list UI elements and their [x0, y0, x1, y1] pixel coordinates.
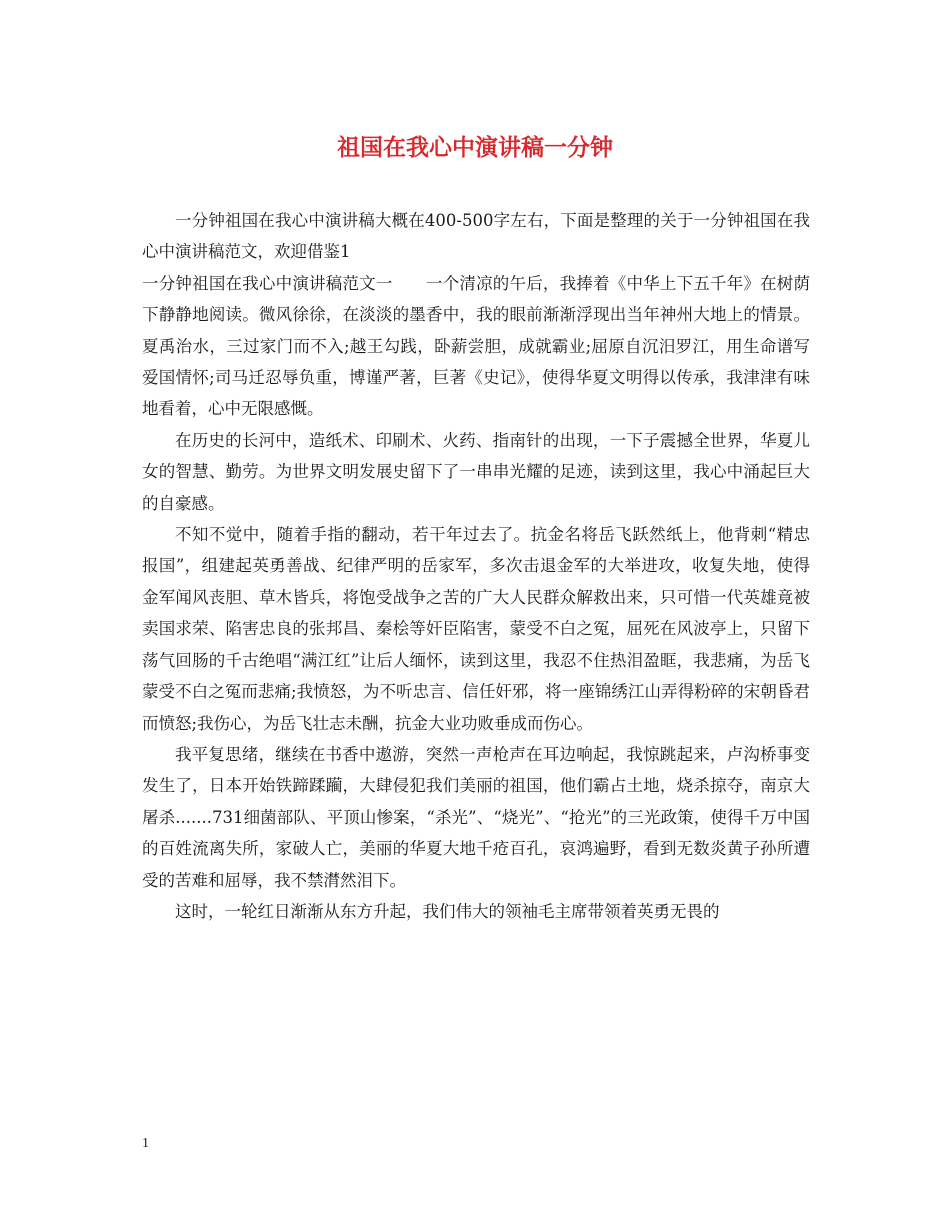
document-body: [142, 205, 810, 927]
paragraph-essay-opening: 一分钟祖国在我心中演讲稿范文一 一个清凉的午后，我捧着《中华上下五千年》在树荫下静静地阅读。微风徐徐，在淡淡的墨香中，我的眼前渐渐浮现出当年神州大地上的情景。夏禹治水，三过家门而不入;越王勾践，卧薪尝胆，成就霸业;屈原自沉汨罗江，用生命谱写爱国情怀;司马迁忍辱负重，博谨严著，巨著《史记》，使得华夏文明得以传承，我津津有味地看着，心中无限感慨。: [142, 273, 810, 419]
paragraph-yue-fei: 不知不觉中，随着手指的翻动，若干年过去了。抗金名将岳飞跃然纸上，他背刺“精忠报国”，组建起英勇善战、纪律严明的岳家军，多次击退金军的大举进攻，收复失地，使得金军闻风丧胆、草木皆兵，将饱受战争之苦的广大人民群众解救出来，只可惜一代英雄竟被卖国求荣、陷害忠良的张邦昌、秦桧等奸臣陷害，蒙受不白之冤，屈死在风波亭上，只留下荡气回肠的千古绝唱“满江红”让后人缅怀，读到这里，我忍不住热泪盈眶，我悲痛，为岳飞蒙受不白之冤而悲痛;我愤怒，为不听忠言、信任奸邪，将一座锦绣江山弄得粉碎的宋朝昏君而愤怒;我伤心，为岳飞壮志未酬，抗金大业功败垂成而伤心。: [142, 525, 810, 733]
paragraph-intro: 一分钟祖国在我心中演讲稿大概在400-500字左右，下面是整理的关于一分钟祖国在我心中演讲稿范文，欢迎借鉴1: [142, 211, 810, 262]
document-title: 祖国在我心中演讲稿一分钟: [337, 134, 613, 161]
paragraph-rising-sun: 这时，一轮红日渐渐从东方升起，我们伟大的领袖毛主席带领着英勇无畏的: [175, 901, 720, 921]
paragraph-history-inventions: 在历史的长河中，造纸术、印刷术、火药、指南针的出现，一下子震撼全世界，华夏儿女的智慧、勤劳。为世界文明发展史留下了一串串光耀的足迹，读到这里，我心中涌起巨大的自豪感。: [142, 430, 810, 513]
page-number: 1: [142, 1136, 149, 1151]
paragraph-war-of-resistance: 我平复思绪，继续在书香中遨游，突然一声枪声在耳边响起，我惊跳起来，卢沟桥事变发生了，日本开始铁蹄蹂躏，大肆侵犯我们美丽的祖国，他们霸占土地，烧杀掠夺，南京大屠杀.......731细菌部队、平顶山惨案，“杀光”、“烧光”、“抢光”的三光政策，使得千万中国的百姓流离失所，家破人亡，美丽的华夏大地千疮百孔，哀鸿遍野，看到无数炎黄子孙所遭受的苦难和屈辱，我不禁潸然泪下。: [142, 744, 810, 890]
